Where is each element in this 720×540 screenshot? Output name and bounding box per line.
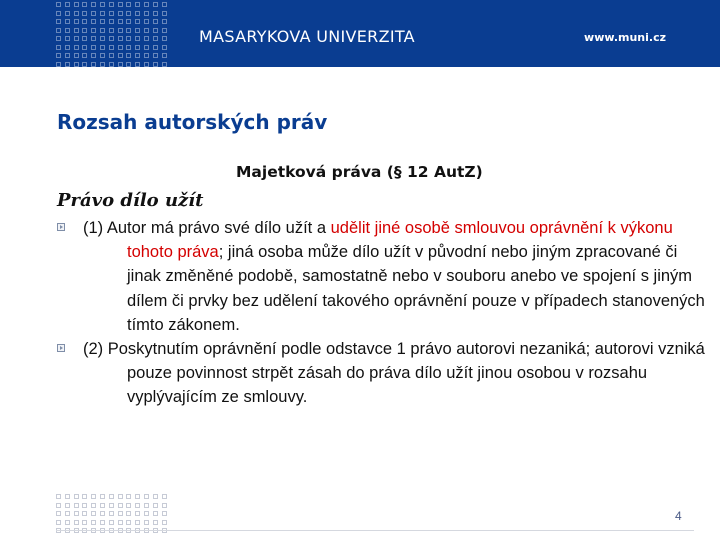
decorative-square-grid	[0, 0, 170, 67]
decorative-square	[135, 19, 140, 24]
bullet-icon	[57, 223, 65, 231]
decorative-square	[109, 62, 114, 67]
decorative-square	[153, 53, 158, 58]
decorative-square	[65, 28, 70, 33]
decorative-square	[91, 28, 96, 33]
decorative-square	[118, 511, 123, 516]
decorative-square	[109, 36, 114, 41]
decorative-square	[153, 511, 158, 516]
decorative-square	[109, 53, 114, 58]
decorative-square	[135, 494, 140, 499]
decorative-square	[118, 494, 123, 499]
decorative-square	[126, 503, 131, 508]
decorative-square	[100, 53, 105, 58]
decorative-square	[56, 2, 61, 7]
decorative-square	[100, 2, 105, 7]
decorative-square	[153, 520, 158, 525]
paragraph-2-text: (2) Poskytnutím oprávnění podle odstavce 1 právo autorovi nezaniká; autorovi vzniká pouze povinnost strpět zásah do práva dílo užít jinou osobou v rozsahu vyplývajícím ze smlouvy.	[83, 340, 705, 407]
decorative-square	[82, 28, 87, 33]
decorative-square	[65, 494, 70, 499]
decorative-square	[162, 494, 167, 499]
decorative-square	[82, 2, 87, 7]
decorative-square	[56, 494, 61, 499]
decorative-square	[144, 503, 149, 508]
decorative-square	[135, 11, 140, 16]
decorative-square	[65, 503, 70, 508]
decorative-square	[118, 11, 123, 16]
decorative-square	[135, 53, 140, 58]
decorative-square	[100, 19, 105, 24]
decorative-square	[126, 494, 131, 499]
page-number: 4	[675, 509, 682, 523]
decorative-square	[109, 511, 114, 516]
decorative-square	[118, 36, 123, 41]
decorative-square	[82, 36, 87, 41]
decorative-square	[82, 11, 87, 16]
decorative-square	[74, 494, 79, 499]
decorative-square	[74, 53, 79, 58]
decorative-square	[118, 53, 123, 58]
decorative-square	[126, 520, 131, 525]
slide-title: Rozsah autorských práv	[57, 110, 328, 134]
decorative-square	[82, 62, 87, 67]
decorative-square	[91, 62, 96, 67]
decorative-square	[100, 62, 105, 67]
decorative-square	[65, 36, 70, 41]
decorative-square	[118, 503, 123, 508]
bullet-icon	[57, 344, 65, 352]
decorative-square	[162, 520, 167, 525]
decorative-square	[162, 19, 167, 24]
decorative-square	[144, 511, 149, 516]
decorative-square	[56, 36, 61, 41]
decorative-square	[65, 511, 70, 516]
decorative-square	[100, 494, 105, 499]
decorative-square	[153, 494, 158, 499]
decorative-square	[126, 62, 131, 67]
decorative-square	[74, 62, 79, 67]
decorative-square	[91, 53, 96, 58]
decorative-square	[109, 45, 114, 50]
decorative-square	[91, 511, 96, 516]
decorative-square	[162, 62, 167, 67]
decorative-square	[82, 53, 87, 58]
decorative-square	[56, 45, 61, 50]
decorative-square	[82, 511, 87, 516]
decorative-square	[91, 2, 96, 7]
decorative-square	[118, 28, 123, 33]
decorative-square	[74, 2, 79, 7]
decorative-square	[153, 2, 158, 7]
decorative-square	[100, 45, 105, 50]
decorative-square	[135, 511, 140, 516]
decorative-square	[65, 19, 70, 24]
decorative-square	[162, 36, 167, 41]
decorative-square	[126, 11, 131, 16]
decorative-square	[144, 2, 149, 7]
decorative-square	[91, 11, 96, 16]
paragraph-1-text: (1) Autor má právo své dílo užít a	[83, 219, 331, 237]
decorative-square	[100, 503, 105, 508]
decorative-square	[100, 11, 105, 16]
decorative-square	[65, 2, 70, 7]
decorative-square	[109, 28, 114, 33]
paragraph-1-rest: ; jiná osoba může dílo užít v původní nebo jiným zpracované či jinak změněné podobě, samostatně nebo v souboru anebo ve spojení s jiným dílem či prvky bez udělení takového oprávnění pouze v případech stanovených tímto zákonem.	[127, 243, 705, 334]
decorative-square	[56, 53, 61, 58]
decorative-square	[56, 11, 61, 16]
decorative-square	[126, 19, 131, 24]
decorative-square	[56, 28, 61, 33]
decorative-square	[144, 45, 149, 50]
decorative-square	[126, 28, 131, 33]
decorative-square	[126, 2, 131, 7]
decorative-square	[100, 511, 105, 516]
decorative-square	[153, 45, 158, 50]
decorative-square	[74, 28, 79, 33]
decorative-square	[100, 36, 105, 41]
decorative-square	[109, 19, 114, 24]
decorative-square	[74, 520, 79, 525]
decorative-square	[153, 36, 158, 41]
decorative-square	[144, 19, 149, 24]
decorative-square	[109, 11, 114, 16]
decorative-square	[118, 62, 123, 67]
decorative-square	[91, 520, 96, 525]
decorative-square	[100, 520, 105, 525]
decorative-square	[144, 11, 149, 16]
university-url[interactable]: www.muni.cz	[584, 31, 666, 44]
decorative-square	[162, 503, 167, 508]
decorative-square	[118, 19, 123, 24]
decorative-square	[109, 520, 114, 525]
decorative-square	[74, 503, 79, 508]
decorative-square	[82, 19, 87, 24]
decorative-square	[153, 11, 158, 16]
paragraph-1	[57, 216, 707, 337]
decorative-square	[135, 520, 140, 525]
paragraph-2	[57, 337, 707, 410]
decorative-square	[65, 520, 70, 525]
decorative-square	[135, 28, 140, 33]
section-heading: Právo dílo užít	[57, 190, 204, 211]
decorative-square	[135, 2, 140, 7]
decorative-square	[118, 2, 123, 7]
decorative-square	[153, 62, 158, 67]
decorative-square	[74, 11, 79, 16]
decorative-square	[74, 45, 79, 50]
decorative-square	[65, 11, 70, 16]
decorative-square	[135, 36, 140, 41]
decorative-square	[126, 45, 131, 50]
decorative-square	[153, 19, 158, 24]
decorative-square	[82, 494, 87, 499]
decorative-square	[65, 53, 70, 58]
decorative-square	[91, 494, 96, 499]
paragraph-1-highlight: udělit jiné osobě smlouvou oprávnění k výkonu tohoto práva	[127, 219, 673, 262]
decorative-square	[144, 494, 149, 499]
decorative-square	[109, 2, 114, 7]
decorative-square	[144, 520, 149, 525]
header-banner	[0, 0, 720, 67]
decorative-square	[74, 19, 79, 24]
decorative-square	[135, 62, 140, 67]
decorative-square	[153, 28, 158, 33]
decorative-square	[135, 503, 140, 508]
decorative-square	[162, 28, 167, 33]
decorative-square	[118, 520, 123, 525]
decorative-square	[82, 45, 87, 50]
decorative-square	[162, 45, 167, 50]
decorative-square	[144, 53, 149, 58]
decorative-square	[65, 45, 70, 50]
university-name: MASARYKOVA UNIVERZITA	[199, 27, 415, 46]
content-body	[57, 216, 707, 410]
decorative-square	[162, 11, 167, 16]
decorative-square	[109, 494, 114, 499]
decorative-square	[144, 36, 149, 41]
decorative-square	[126, 53, 131, 58]
decorative-square	[82, 503, 87, 508]
footer-divider	[56, 530, 694, 531]
decorative-square	[56, 520, 61, 525]
decorative-square	[74, 511, 79, 516]
decorative-square	[56, 62, 61, 67]
decorative-square	[162, 511, 167, 516]
decorative-square	[100, 28, 105, 33]
decorative-square	[109, 503, 114, 508]
decorative-square	[144, 62, 149, 67]
decorative-square	[162, 53, 167, 58]
decorative-square	[91, 45, 96, 50]
slide-subtitle: Majetková práva (§ 12 AutZ)	[236, 163, 483, 181]
decorative-square	[91, 36, 96, 41]
decorative-square	[126, 511, 131, 516]
decorative-square	[126, 36, 131, 41]
decorative-square	[144, 28, 149, 33]
decorative-square	[56, 19, 61, 24]
decorative-square	[135, 45, 140, 50]
decorative-square	[82, 520, 87, 525]
decorative-square	[118, 45, 123, 50]
decorative-square	[91, 503, 96, 508]
decorative-square	[65, 62, 70, 67]
decorative-square	[56, 503, 61, 508]
decorative-square	[91, 19, 96, 24]
decorative-square	[74, 36, 79, 41]
decorative-square	[153, 503, 158, 508]
decorative-square	[56, 511, 61, 516]
decorative-square	[162, 2, 167, 7]
